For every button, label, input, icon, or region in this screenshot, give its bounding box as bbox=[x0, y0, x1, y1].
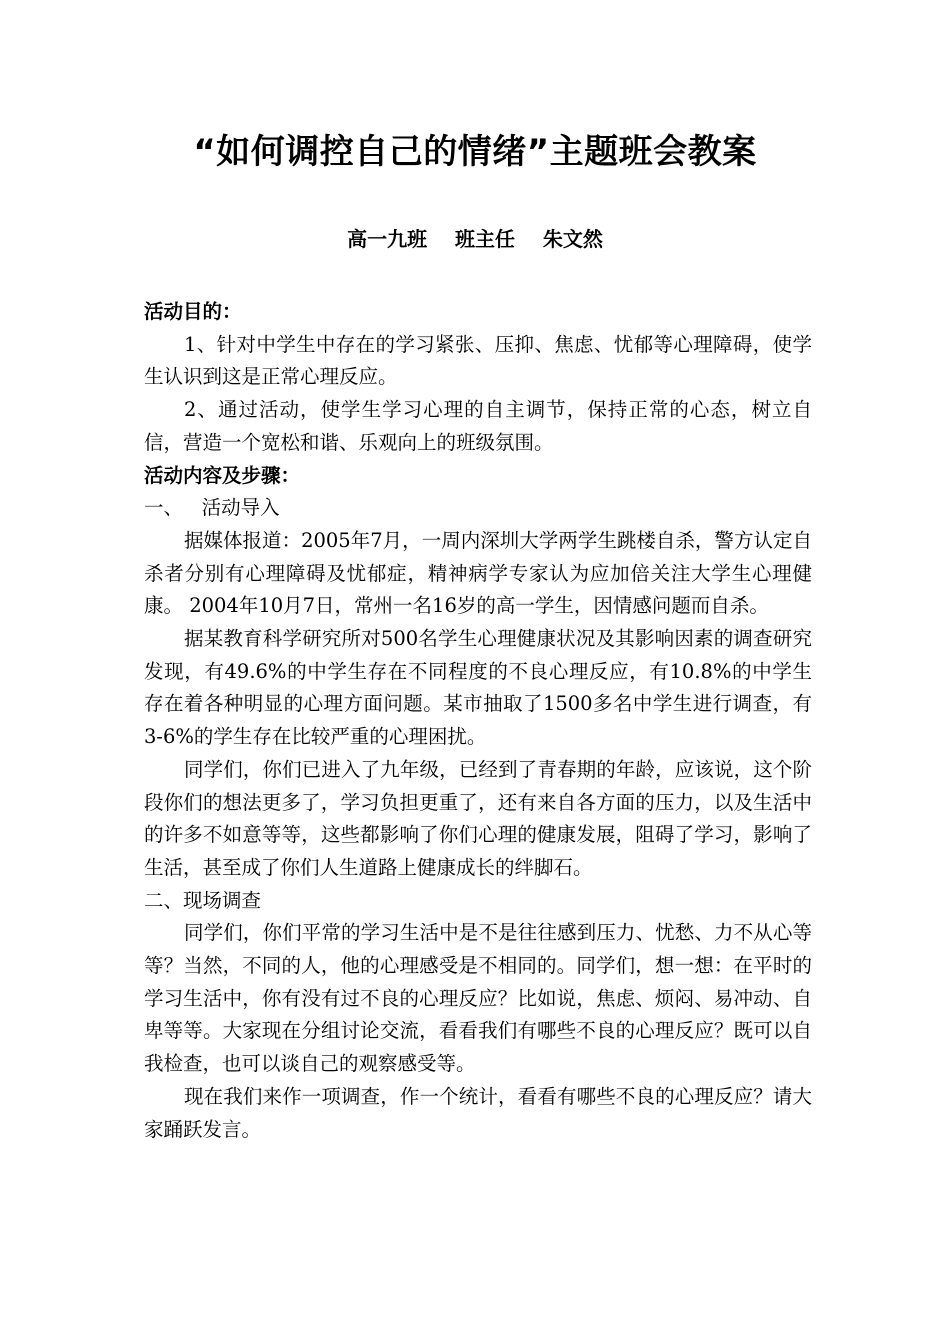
paragraph: 现在我们来作一项调查，作一个统计，看看有哪些不良的心理反应？请大家踊跃发言。 bbox=[144, 1084, 812, 1141]
paragraph: 据某教育科学研究所对500名学生心理健康状况及其影响因素的调查研究发现，有49.6%的中学生存在不同程度的不良心理反应，有10.8%的中学生存在着各种明显的心理方面问题。某市抽取了1500多名中学生进行调查，有3-6%的学生存在比较严重的心理困扰。 bbox=[144, 627, 812, 749]
document-body bbox=[144, 296, 812, 1146]
document-title: “如何调控自己的情绪”主题班会教案 bbox=[193, 132, 757, 172]
purpose-item: 2、通过活动，使学生学习心理的自主调节，保持正常的心态，树立自信，营造一个宽松和谐、乐观向上的班级氛围。 bbox=[144, 398, 812, 454]
purpose-item: 1、针对中学生中存在的学习紧张、压抑、焦虑、忧郁等心理障碍，使学生认识到这是正常心理反应。 bbox=[144, 332, 812, 389]
paragraph: 同学们，你们已进入了九年级，已经到了青春期的年龄，应该说，这个阶段你们的想法更多了，学习负担更重了，还有来自各方面的压力，以及生活中的许多不如意等等，这些都影响了你们心理的健康发展，阻碍了学习，影响了生活，甚至成了你们人生道路上健康成长的绊脚石。 bbox=[144, 757, 812, 879]
paragraph: 同学们，你们平常的学习生活中是不是往往感到压力、忧愁、力不从心等等？当然，不同的人，他的心理感受是不相同的。同学们，想一想：在平时的学习生活中，你有没有过不良的心理反应？比如说，焦虑、烦闷、易冲动、自卑等等。大家现在分组讨论交流，看看我们有哪些不良的心理反应？既可以自我检查，也可以谈自己的观察感受等。 bbox=[144, 921, 812, 1076]
section-title: 一、 活动导入 bbox=[144, 496, 280, 520]
steps-heading: 活动内容及步骤： bbox=[144, 463, 301, 487]
purpose-heading: 活动目的： bbox=[144, 300, 242, 323]
document-subtitle: 高一九班 班主任 朱文然 bbox=[347, 227, 603, 251]
paragraph: 据媒体报道：2005年7月，一周内深圳大学两学生跳楼自杀，警方认定自杀者分别有心理障碍及忧郁症，精神病学专家认为应加倍关注大学生心理健康。 2004年10月7日，常州一名16岁的高一学生，因情感问题而自杀。 bbox=[144, 528, 812, 618]
section-title: 二、现场调查 bbox=[144, 888, 262, 912]
